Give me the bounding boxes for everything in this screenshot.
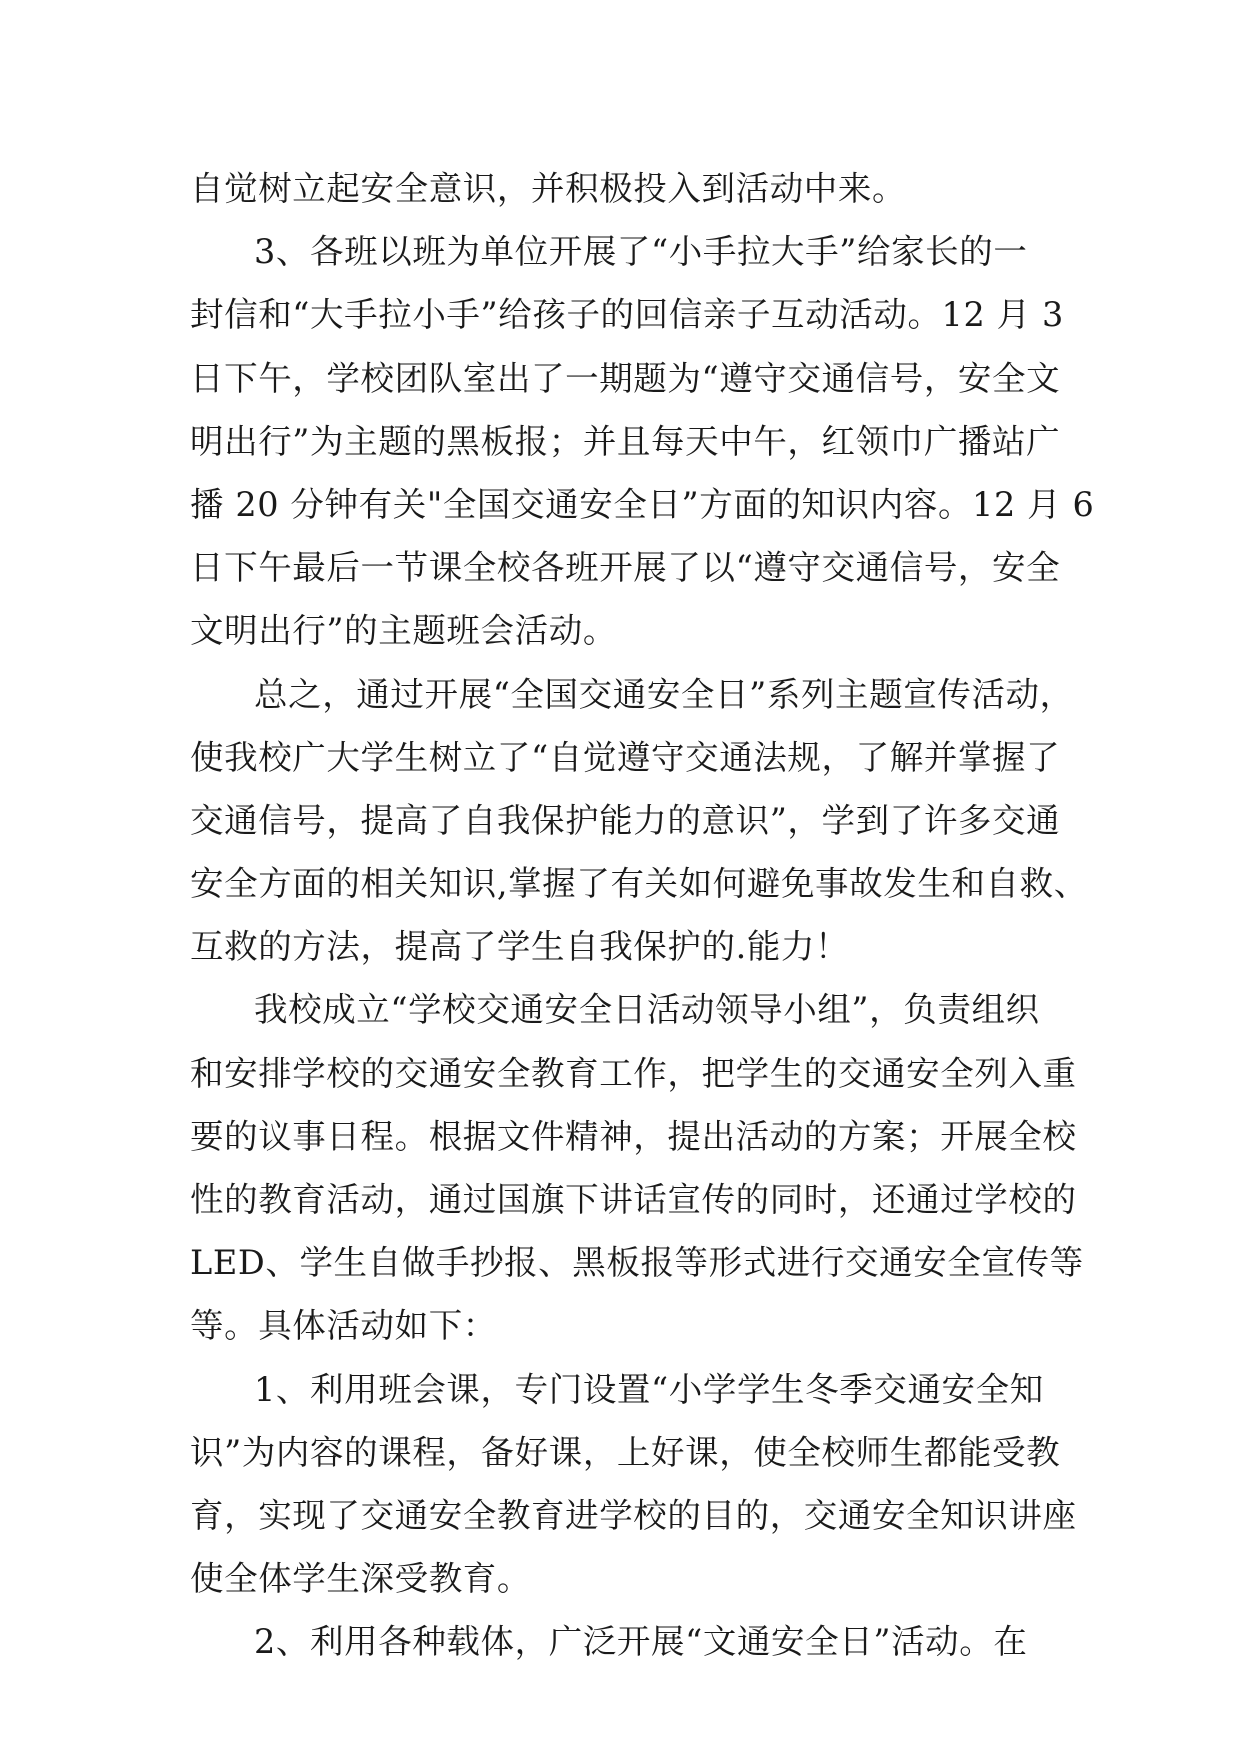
document-body — [190, 157, 1095, 1674]
text-line: 育，实现了交通安全教育进学校的目的，交通安全知识讲座 — [190, 1495, 1077, 1535]
text-line: 文明出行”的主题班会活动。 — [190, 611, 617, 651]
text-line: 和安排学校的交通安全教育工作，把学生的交通安全列入重 — [190, 1053, 1077, 1093]
text-line: 3、各班以班为单位开展了“小手拉大手”给家长的一 — [254, 232, 1028, 272]
text-line: 交通信号，提高了自我保护能力的意识”，学到了许多交通 — [190, 800, 1061, 840]
text-line: 自觉树立起安全意识，并积极投入到活动中来。 — [190, 169, 907, 208]
text-line: 播 20 分钟有关"全国交通安全日”方面的知识内容。12 月 6 — [190, 484, 1095, 524]
text-line: 使全体学生深受教育。 — [190, 1559, 531, 1599]
text-line: 2、利用各种载体，广泛开展“文通安全日”活动。在 — [254, 1622, 1028, 1662]
text-line: 总之，通过开展“全国交通安全日”系列主题宣传活动， — [254, 674, 1074, 714]
text-line: 要的议事日程。根据文件精神，提出活动的方案；开展全校 — [190, 1116, 1077, 1156]
text-line: 日下午最后一节课全校各班开展了以“遵守交通信号，安全 — [190, 548, 1061, 588]
text-line: 我校成立“学校交通安全日活动领导小组”，负责组织 — [254, 990, 1040, 1030]
text-line: LED、学生自做手抄报、黑板报等形式进行交通安全宣传等 — [190, 1243, 1084, 1283]
text-line: 安全方面的相关知识,掌握了有关如何避免事故发生和自救、 — [190, 864, 1088, 904]
text-line: 1、利用班会课，专门设置“小学学生冬季交通安全知 — [254, 1369, 1044, 1409]
text-line: 封信和“大手拉小手”给孩子的回信亲子互动活动。12 月 3 — [190, 295, 1064, 335]
text-line: 性的教育活动，通过国旗下讲话宣传的同时，还通过学校的 — [190, 1180, 1077, 1219]
text-line: 互救的方法，提高了学生自我保护的.能力！ — [190, 927, 850, 967]
text-line: 日下午，学校团队室出了一期题为“遵守交通信号，安全文 — [190, 358, 1061, 398]
text-line: 使我校广大学生树立了“自觉遵守交通法规，了解并掌握了 — [190, 737, 1061, 777]
text-line: 等。具体活动如下： — [190, 1306, 497, 1346]
text-line: 明出行”为主题的黑板报；并且每天中午，红领巾广播站广 — [190, 421, 1061, 461]
text-line: 识”为内容的课程，备好课，上好课，使全校师生都能受教 — [190, 1432, 1061, 1472]
